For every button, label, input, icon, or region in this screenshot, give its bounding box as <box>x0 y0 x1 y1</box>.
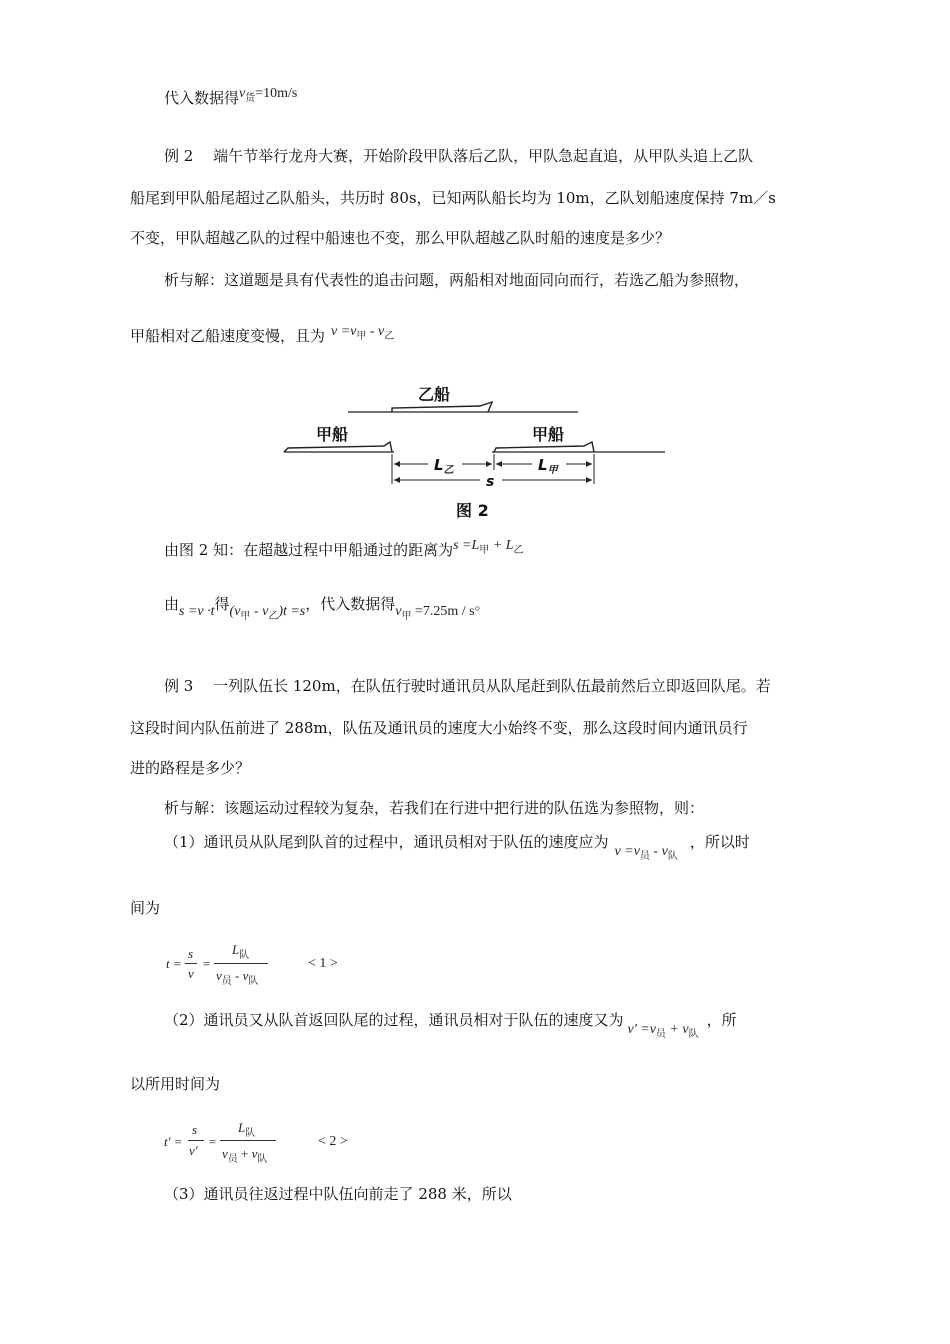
formula-result: $v_甲 =7.25m / s$ <box>395 604 475 622</box>
f1-num1: s <box>188 946 194 961</box>
text-substitute: ，代入数据得 <box>305 595 396 613</box>
f2-lhs: t' = <box>164 1134 183 1149</box>
f2-num2: $L_队$ <box>238 1120 256 1139</box>
f1-eq: = <box>202 956 211 971</box>
example2-line3: 不变，甲队超越乙队的过程中船速也不变，那么甲队超越乙队时船的速度是多少？ <box>130 229 671 247</box>
step1-line2: 间为 <box>130 899 161 917</box>
solution2-text: 由图 2 知：在超越过程中甲船通过的距离为 <box>164 541 454 559</box>
step1-line1 <box>164 832 750 867</box>
label-L-yi: $L_乙$ <box>434 456 454 476</box>
label-boat-yi: 乙船 <box>418 385 451 404</box>
formula-v-cargo: $v_货=10m/s$ <box>239 86 298 104</box>
f1-den1: v <box>188 966 194 981</box>
text-de: 得 <box>214 595 230 613</box>
f2-tag: < 2 > <box>318 1134 348 1149</box>
analysis2-text: 甲船相对乙船速度变慢，且为 <box>130 327 326 345</box>
solution2-line1 <box>164 536 524 561</box>
formula-v-forward: $v =v_员 - v_队$ <box>614 844 678 862</box>
f2-eq: = <box>208 1134 217 1149</box>
f1-tag: < 1 > <box>308 956 338 971</box>
step3-line: （3）通讯员往返过程中队伍向前走了 288 米，所以 <box>164 1185 512 1203</box>
step1-text: （1）通讯员从队尾到队首的过程中，通讯员相对于队伍的速度应为 <box>164 833 609 851</box>
f2-den1: v' <box>189 1143 198 1158</box>
example2-line2: 船尾到甲队船尾超过乙队船头，共历时 80s，已知两队船长均为 10m，乙队划船速度保持 7m／s <box>130 189 776 207</box>
analysis3-line1: 析与解：该题运动过程较为复杂，若我们在行进中把行进的队伍选为参照物，则： <box>164 799 705 817</box>
f2-num1: s <box>192 1122 198 1137</box>
text-period: 。 <box>474 595 490 613</box>
example3-line1: 例 3 一列队伍长 120m，在队伍行驶时通讯员从队尾赶到队伍最前然后立即返回队尾。若 <box>164 677 771 695</box>
analysis2-line2 <box>130 322 394 347</box>
f1-den2: $v_员 - v_队$ <box>216 968 259 987</box>
formula-distance: $s =L_甲 + L_乙$ <box>453 538 524 556</box>
f1-lhs: t = <box>166 956 182 971</box>
example2-line1: 例 2 端午节举行龙舟大赛，开始阶段甲队落后乙队，甲队急起直追，从甲队头追上乙队 <box>164 147 754 165</box>
label-boat-jia-right: 甲船 <box>532 425 565 444</box>
step2-text: （2）通讯员又从队首返回队尾的过程，通讯员相对于队伍的速度又为 <box>164 1011 624 1029</box>
text-you: 由 <box>164 595 180 613</box>
formula-relative-velocity: $v =v_甲 - v_乙$ <box>331 324 395 342</box>
example3-line2: 这段时间内队伍前进了 288m，队伍及通讯员的速度大小始终不变，那么这段时间内通讯员行 <box>130 719 748 737</box>
figure-2-boats-diagram <box>280 378 670 524</box>
f2-den2: $v_员 + v_队$ <box>222 1146 268 1165</box>
intro-text: 代入数据得 <box>164 89 240 107</box>
formula-equation: $(v_甲 - v_乙)t =s$ <box>229 604 306 622</box>
step2-tail: ，所 <box>706 1011 737 1029</box>
label-L-jia: $L_甲$ <box>538 456 558 476</box>
label-s: s <box>486 474 495 490</box>
formula-s-vt: s =v ·t <box>179 604 215 619</box>
figure-caption: 图 2 <box>456 501 489 520</box>
intro-line <box>164 84 297 109</box>
label-boat-jia-left: 甲船 <box>316 425 349 444</box>
analysis2-line1: 析与解：这道题是具有代表性的追击问题，两船相对地面同向而行，若选乙船为参照物， <box>164 271 750 289</box>
formula-v-backward: $v' =v_员 + v_队$ <box>627 1022 699 1040</box>
example3-line3: 进的路程是多少？ <box>130 759 251 777</box>
f1-num2: $L_队$ <box>232 942 250 961</box>
step1-tail: ，所以时 <box>689 833 750 851</box>
step2-line1 <box>164 1010 737 1045</box>
step2-line2: 以所用时间为 <box>130 1075 221 1093</box>
solution2-line2 <box>164 594 490 627</box>
